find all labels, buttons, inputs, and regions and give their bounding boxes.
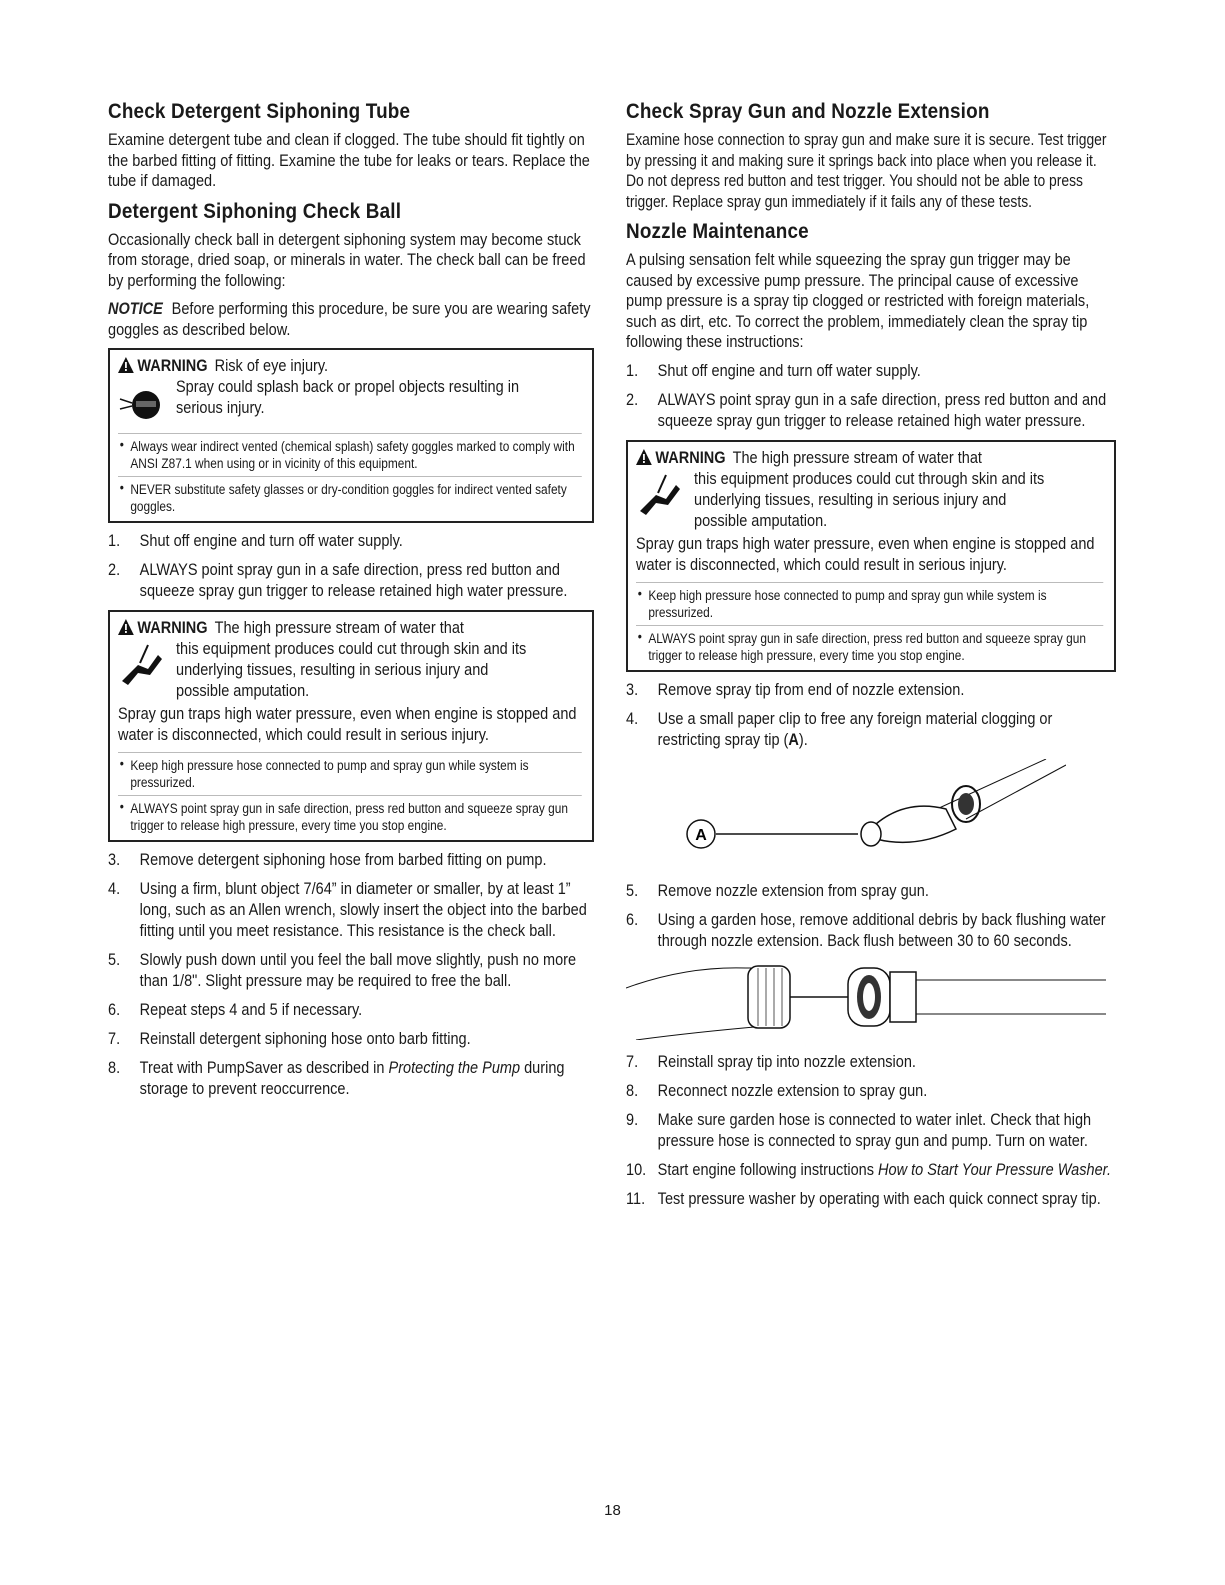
list-item: 1. Shut off engine and turn off water supply. — [108, 532, 403, 550]
steps-list — [108, 531, 591, 602]
list-item: 3. Remove spray tip from end of nozzle extension. — [626, 680, 965, 699]
list-item: 6. Repeat steps 4 and 5 if necessary. — [108, 1001, 363, 1019]
warning-body: Spray gun traps high water pressure, even when engine is stopped and water is disconnected, which could result in serious injury. — [636, 534, 1095, 574]
hand-spray-injury-icon — [118, 641, 166, 689]
list-item: 11. Test pressure washer by operating with each quick connect spray tip. — [626, 1189, 1101, 1208]
nozzle-extension-illustration — [626, 960, 1106, 1040]
warning-icon-row — [636, 469, 1106, 532]
warning-line: Risk of eye injury. — [214, 357, 329, 375]
callout-label-a: A — [695, 826, 707, 844]
spray-tip-illustration — [626, 759, 1066, 869]
list-item: 8. Reconnect nozzle extension to spray gun. — [626, 1081, 928, 1100]
heading-check-spray-gun: Check Spray Gun and Nozzle Extension — [626, 100, 990, 123]
warning-text: Spray could splash back or propel objects resulting in serious injury. — [176, 378, 520, 417]
warning-label: WARNING — [137, 357, 208, 375]
warning-triangle-icon — [118, 619, 134, 635]
list-item: 9. Make sure garden hose is connected to water inlet. Check that high pressure hose is connected to spray gun and pump. Turn on water. — [626, 1110, 1092, 1150]
list-item: 2. ALWAYS point spray gun in a safe direction, press red button and and squeeze spray gun trigger to release retained high water pressure. — [626, 390, 1107, 430]
warning-header — [118, 618, 581, 639]
warning-bullet: • ALWAYS point spray gun in safe direction, press red button and squeeze spray gun trigger to release high pressure, every time you stop engine. — [118, 795, 581, 834]
list-item: 5. Slowly push down until you feel the ball move slightly, push no more than 1/8". Slight pressure may be required to free the ball. — [108, 951, 577, 990]
warning-bullet: • Keep high pressure hose connected to pump and spray gun while system is pressurized. — [636, 582, 1103, 621]
warning-text: this equipment produces could cut through skin and its underlying tissues, resulting in serious injury and possible amputation. — [176, 640, 527, 700]
steps-list — [626, 361, 1113, 432]
notice-paragraph — [108, 299, 591, 340]
warning-box-pressure — [108, 610, 594, 842]
warning-triangle-icon — [636, 449, 652, 465]
warning-bullets — [118, 752, 581, 834]
warning-header — [636, 448, 1103, 469]
list-item: 7. Reinstall spray tip into nozzle extension. — [626, 1052, 916, 1071]
list-item: 1. Shut off engine and turn off water supply. — [626, 361, 921, 380]
warning-bullet: • Always wear indirect vented (chemical splash) safety goggles marked to comply with ANSI Z87.1 when using or in vicinity of this equipment. — [118, 433, 581, 472]
warning-triangle-icon — [118, 357, 134, 373]
warning-body: Spray gun traps high water pressure, even when engine is stopped and water is disconnected, which could result in serious injury. — [118, 705, 577, 744]
heading-nozzle-maintenance: Nozzle Maintenance — [626, 220, 809, 243]
list-item: 8. Treat with PumpSaver as described in Protecting the Pump during storage to prevent reoccurrence. — [108, 1059, 565, 1098]
warning-icon-row — [118, 377, 584, 427]
warning-label: WARNING — [655, 448, 726, 467]
steps-list — [626, 881, 1113, 952]
paragraph: Examine detergent tube and clean if clogged. The tube should fit tightly on the barbed fitting of fitting. Examine the tube for leaks or tears. Replace the tube if damaged. — [108, 131, 590, 190]
left-column — [108, 100, 594, 1108]
heading-check-ball: Detergent Siphoning Check Ball — [108, 199, 402, 223]
list-item: 7. Reinstall detergent siphoning hose onto barb fitting. — [108, 1030, 471, 1048]
heading-check-detergent-tube: Check Detergent Siphoning Tube — [108, 100, 411, 123]
warning-bullet: • NEVER substitute safety glasses or dry-condition goggles for indirect vented safety goggles. — [118, 476, 581, 515]
paragraph: Examine hose connection to spray gun and make sure it is secure. Test trigger by pressing it and making sure it springs back into place when you release it. Do not depress red button and test trigger. You should not be able to press trigger. Replace spray gun immediately if it fails any of these tests. — [626, 131, 1107, 211]
list-item: 3. Remove detergent siphoning hose from barbed fitting on pump. — [108, 851, 547, 869]
page-number: 18 — [604, 1502, 621, 1519]
warning-icon-row — [118, 639, 584, 702]
warning-text: this equipment produces could cut through skin and its underlying tissues, resulting in serious injury and possible amputation. — [694, 469, 1045, 530]
warning-bullets — [118, 433, 581, 515]
list-item: 5. Remove nozzle extension from spray gun. — [626, 881, 929, 900]
warning-bullet: • Keep high pressure hose connected to pump and spray gun while system is pressurized. — [118, 752, 581, 791]
steps-list — [626, 1052, 1113, 1210]
warning-box-pressure — [626, 440, 1116, 672]
reference-link-text: How to Start Your Pressure Washer. — [878, 1160, 1111, 1179]
right-column — [626, 100, 1116, 1218]
notice-label: NOTICE — [108, 300, 163, 318]
list-item: 6. Using a garden hose, remove additional debris by back flushing water through nozzle extension. Back flush between 30 to 60 seconds. — [626, 910, 1106, 950]
list-item: 2. ALWAYS point spray gun in a safe direction, press red button and squeeze spray gun trigger to release retained high water pressure. — [108, 561, 568, 600]
steps-list — [108, 850, 591, 1100]
callout-ref: A — [788, 730, 799, 749]
steps-list — [626, 680, 1113, 751]
warning-bullet: • ALWAYS point spray gun in safe direction, press red button and squeeze spray gun trigger to release high pressure, every time you stop engine. — [636, 625, 1103, 664]
list-item: 10. Start engine following instructions How to Start Your Pressure Washer. — [626, 1160, 1111, 1179]
warning-header — [118, 356, 581, 377]
hand-spray-injury-icon — [636, 471, 684, 519]
paragraph: Occasionally check ball in detergent siphoning system may become stuck from storage, dried soap, or minerals in water. The check ball can be freed by performing the following: — [108, 230, 586, 290]
list-item: 4. Using a firm, blunt object 7/64” in diameter or smaller, by at least 1” long, such as an Allen wrench, slowly insert the object into the barbed fitting until you meet resistance. This resistance is the check ball. — [108, 880, 587, 940]
warning-label: WARNING — [137, 619, 208, 637]
notice-text: Before performing this procedure, be sure you are wearing safety goggles as described below. — [108, 300, 591, 339]
reference-link-text: Protecting the Pump — [388, 1059, 521, 1077]
warning-line: The high pressure stream of water that — [214, 619, 464, 637]
eye-splash-icon — [118, 379, 166, 427]
list-item: 4. Use a small paper clip to free any foreign material clogging or restricting spray tip (A). — [626, 709, 1053, 749]
paragraph: A pulsing sensation felt while squeezing the spray gun trigger may be caused by excessive pump pressure. The principal cause of excessive pump pressure is a spray tip clogged or restricted with foreign materials, such as dirt, etc. To correct the problem, immediately clean the spray tip following these instructions: — [626, 251, 1090, 351]
warning-line: The high pressure stream of water that — [732, 448, 982, 467]
warning-bullets — [636, 582, 1103, 664]
warning-box-eye — [108, 348, 594, 523]
